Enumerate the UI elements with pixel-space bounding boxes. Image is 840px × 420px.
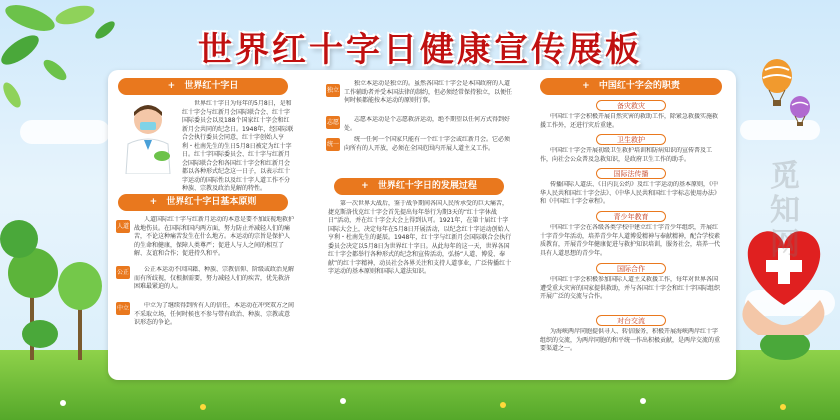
page-title: 世界红十字日健康宣传展板 — [198, 30, 642, 70]
principle-body: 中立为了继续得到所有人的信任，本运动在冲突双方之间不采取立场，任何时候也不参与带有政治、种族、宗教或意识形态的争论。 — [134, 302, 294, 326]
flower — [780, 404, 786, 410]
duty-body: 传播国际人道法、《日内瓦公约》及红十字运动的基本原则，《中华人民共和国红十字会法》、《中华人民共和国红十字标志使用办法》和《中国红十字会章程》。 — [540, 181, 721, 205]
duty-body: 为海峡两岸同胞提供寻人、转信服务，积极开展海峡两岸红十字组织的交流，为两岸同胞的和平统一作出积极贡献，是两岸交流的重要渠道之一。 — [540, 328, 721, 352]
principle-tag: 独立 — [326, 84, 340, 97]
duty-label: 备灾救灾 — [596, 100, 666, 111]
duty-body: 中国红十字会在各级各类学校中建立红十字青少年组织，开展红十字青少年活动，培养青少年人道博爱精神与奉献精神，配合学校素质教育，开展青少年健康促进与救护知识培训，服务社会，培养一代具有人道思想的青少年。 — [540, 224, 721, 257]
principle-body: 志愿本运动是个志愿救济运动，绝不期望以任何方式得到好处。 — [344, 116, 511, 132]
section-body: 第一次世界大战后，鉴于战争期间各国人民所承受的巨大痛苦，捷克斯洛伐克红十字会首先提出每年举行为期3天的“红十字休战日”活动，并在红十字会大会上得到认可。1921年，在第十届红十字国际大会上，决定每年在5月8日开展活动，以纪念红十字运动创始人亨利・杜南先生的诞辰。1948年，红十字与红新月会国际联合会执行委员会决定以5月8日为世界红十字日。从此每年的这一天，世界各国红十字会都举行各种形式的纪念和宣传活动，弘扬“人道、博爱、奉献”的红十字精神，动员社会各界关注和支持人道事业，广泛传播红十字运动的基本原则和国际人道法知识。 — [328, 200, 512, 275]
principle-body: 独立本运动是独立的。虽然各国红十字会是本国政府的人道工作辅助者并受本国法律的制约，但必须经常保持独立，以便任何时候都能按本运动的原则行事。 — [344, 80, 512, 104]
doctor-avatar — [118, 100, 178, 174]
section-header: + 中国红十字会的职责 — [540, 78, 722, 95]
duty-label: 卫生救护 — [596, 134, 666, 145]
flower — [500, 402, 506, 408]
flower — [60, 400, 66, 406]
flower — [340, 398, 346, 404]
duty-body: 中国红十字会积极开展自然灾害的救助工作，除紧急救援实施救援工作外，还进行灾后重建。 — [540, 113, 719, 129]
watermark: 觅知网 — [770, 159, 800, 262]
duty-label: 国际法传播 — [596, 168, 666, 179]
principle-body: 公正本运动不因国籍、种族、宗教信仰、阶级或政治见解而有所歧视，仅根据需要，努力减轻人们的疾苦，优先救济困难最紧迫的人。 — [134, 266, 294, 290]
section-body: 世界红十字日为每年的5月8日，是和红十字会与红新月会国际联合会、红十字国际委员会以及188个国家红十字会和红新月会共同的纪念日。1948年，经国际联合会执行委员会同意，红十字创始人亨利・杜南先生的生日5月8日被定为红十字日。红十字国际委员会、红十字与红新月会国际联合会和各国红十字会和红新月会都以各种形式纪念这一日子，以表示红十字运动的国际性以及红十字人道工作不分种族、宗教及政治见解的特性。 — [182, 100, 294, 192]
flower — [640, 398, 646, 404]
cloud — [20, 120, 110, 144]
principle-tag: 统一 — [326, 138, 340, 151]
duty-body: 中国红十字会开展初级卫生救护培训和防病知识的宣传普及工作，向社会公众普及急救知识，是政府卫生工作的助手。 — [540, 147, 713, 163]
duty-label: 对台交流 — [596, 315, 666, 326]
tree — [0, 220, 38, 258]
principle-body: 人道国际红十字与红新月运动的本意是要不加歧视地救护战地伤员。在国际和国内两方面，努力防止并减轻人们的痛苦，不论这种痛苦发生在什么地方。本运动的宗旨是保护人的生命和健康，保障人类尊严；促进人与人之间的相互了解、友谊和合作；促进持久和平。 — [134, 216, 294, 257]
principle-tag: 中立 — [116, 302, 130, 315]
principle-tag: 公正 — [116, 266, 130, 279]
tree — [22, 320, 58, 348]
hot-air-balloon-icon — [787, 95, 813, 129]
section-header: + 世界红十字日 — [118, 78, 288, 95]
principle-body: 统一任何一个国家只能有一个红十字会或红新月会。它必须向所有的人开放，必须在全国范围内开展人道主义工作。 — [344, 136, 511, 152]
duty-label: 青少年教育 — [596, 211, 666, 222]
principle-tag: 志愿 — [326, 116, 340, 129]
section-header: + 世界红十字日的发展过程 — [334, 178, 504, 195]
duty-body: 中国红十字会积极参加国际人道主义救援工作，每年对世界各国遭受重大灾害的国家提供救助，并与各国红十字会和红十字国际组织开展广泛的交流与合作。 — [540, 276, 721, 300]
flower — [200, 404, 206, 410]
duty-label: 国际合作 — [596, 263, 666, 274]
tree — [58, 262, 102, 310]
content-board — [108, 70, 736, 380]
principle-tag: 人道 — [116, 220, 130, 233]
section-header: + 世界红十字日基本原则 — [118, 194, 288, 211]
